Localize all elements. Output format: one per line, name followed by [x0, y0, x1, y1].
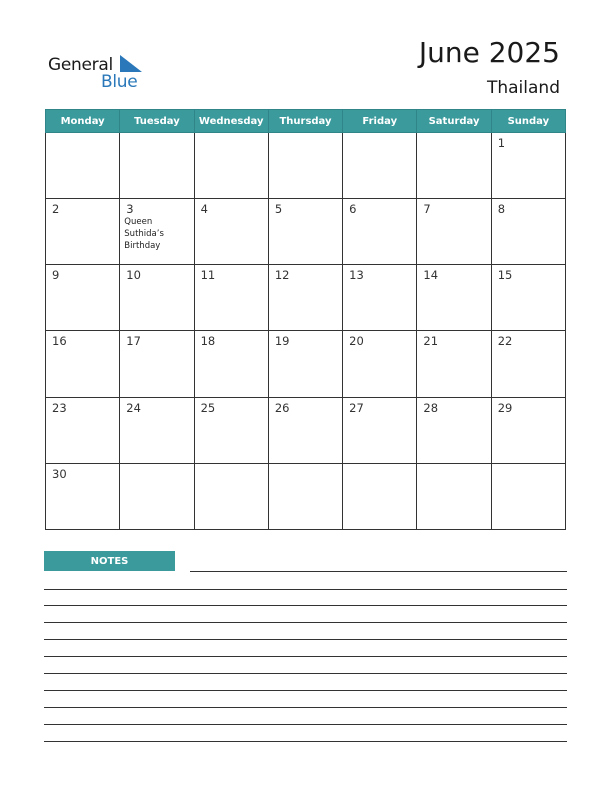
day-number: 4: [200, 202, 208, 217]
day-cell: [268, 331, 342, 397]
day-cell: [46, 397, 120, 463]
calendar-grid: [45, 109, 566, 530]
day-cell: [46, 133, 120, 199]
day-cell: [120, 199, 194, 265]
notes-line: [44, 707, 567, 708]
weekday-header: Tuesday: [120, 110, 194, 133]
weekday-header: Monday: [46, 110, 120, 133]
day-cell: [120, 397, 194, 463]
day-number: 24: [126, 400, 141, 415]
day-cell: [417, 199, 491, 265]
day-cell: [417, 133, 491, 199]
day-cell: [46, 331, 120, 397]
day-number: 28: [423, 400, 439, 415]
day-number: 25: [200, 400, 216, 415]
day-cell: [491, 133, 565, 199]
day-number: 2: [52, 202, 60, 217]
country-name: Thailand: [486, 78, 560, 98]
day-cell: [194, 463, 268, 529]
weekday-header: Sunday: [491, 110, 565, 133]
day-number: 10: [126, 268, 141, 283]
day-cell: [491, 397, 565, 463]
notes-line: [44, 605, 567, 606]
weekday-header-row: [46, 110, 566, 133]
notes-line: [44, 589, 567, 590]
day-cell: [46, 199, 120, 265]
day-number: 9: [52, 268, 60, 283]
day-number: 23: [52, 400, 67, 415]
day-number: 16: [52, 334, 67, 349]
notes-line: [44, 673, 567, 674]
week-row: [46, 265, 566, 331]
weekday-header: Friday: [343, 110, 417, 133]
day-cell: [194, 331, 268, 397]
day-cell: [268, 133, 342, 199]
day-number: 12: [274, 268, 290, 283]
day-cell: [417, 331, 491, 397]
day-cell: [343, 397, 417, 463]
day-number: 3: [126, 202, 134, 217]
weekday-header: Saturday: [417, 110, 491, 133]
day-cell: [120, 331, 194, 397]
day-cell: [417, 397, 491, 463]
day-cell: [491, 463, 565, 529]
week-row: [46, 397, 566, 463]
day-cell: [417, 463, 491, 529]
day-cell: [491, 265, 565, 331]
day-number: 11: [200, 268, 216, 283]
day-number: 15: [497, 268, 513, 283]
day-cell: [417, 265, 491, 331]
day-number: 29: [497, 400, 513, 415]
day-cell: [194, 199, 268, 265]
notes-line: [190, 571, 567, 572]
notes-line: [44, 639, 567, 640]
day-cell: [46, 265, 120, 331]
day-number: 22: [497, 334, 513, 349]
notes-line: [44, 622, 567, 623]
day-cell: [194, 133, 268, 199]
day-number: 19: [274, 334, 290, 349]
day-cell: [343, 331, 417, 397]
day-number: 18: [200, 334, 216, 349]
notes-line: [44, 724, 567, 725]
day-cell: [46, 463, 120, 529]
day-cell: [268, 463, 342, 529]
day-cell: [194, 265, 268, 331]
week-row: [46, 463, 566, 529]
day-number: 20: [349, 334, 364, 349]
week-row: [46, 331, 566, 397]
day-number: 5: [274, 202, 283, 217]
generalblue-logo: [48, 52, 148, 92]
day-number: 17: [126, 334, 141, 349]
day-number: 6: [349, 202, 357, 217]
day-cell: [268, 397, 342, 463]
day-number: 27: [349, 400, 364, 415]
day-number: 13: [349, 268, 364, 283]
logo-text-general: General: [48, 55, 113, 75]
logo-triangle-icon: [120, 55, 142, 72]
day-cell: [268, 199, 342, 265]
holiday-label: Queen Suthida’s Birthday: [124, 217, 164, 252]
logo-text-blue: Blue: [101, 72, 138, 92]
notes-line: [44, 741, 567, 742]
day-cell: [491, 199, 565, 265]
day-number: 8: [497, 202, 506, 217]
weekday-header: Thursday: [268, 110, 342, 133]
week-row: [46, 199, 566, 265]
notes-line: [44, 656, 567, 657]
weekday-header: Wednesday: [194, 110, 268, 133]
page-title: June 2025: [418, 36, 560, 69]
notes-line: [44, 690, 567, 691]
week-row: [46, 133, 566, 199]
day-cell: [194, 397, 268, 463]
day-cell: [120, 463, 194, 529]
day-cell: [343, 265, 417, 331]
day-cell: [120, 265, 194, 331]
day-number: 14: [423, 268, 439, 283]
day-number: 1: [497, 136, 506, 150]
day-cell: [343, 133, 417, 199]
day-cell: [343, 199, 417, 265]
day-number: 26: [274, 400, 290, 415]
notes-label: NOTES: [44, 551, 175, 571]
day-cell: [268, 265, 342, 331]
day-cell: [343, 463, 417, 529]
day-number: 21: [423, 334, 439, 349]
day-cell: [491, 331, 565, 397]
day-cell: [120, 133, 194, 199]
day-number: 7: [423, 202, 431, 217]
day-number: 30: [52, 466, 67, 481]
